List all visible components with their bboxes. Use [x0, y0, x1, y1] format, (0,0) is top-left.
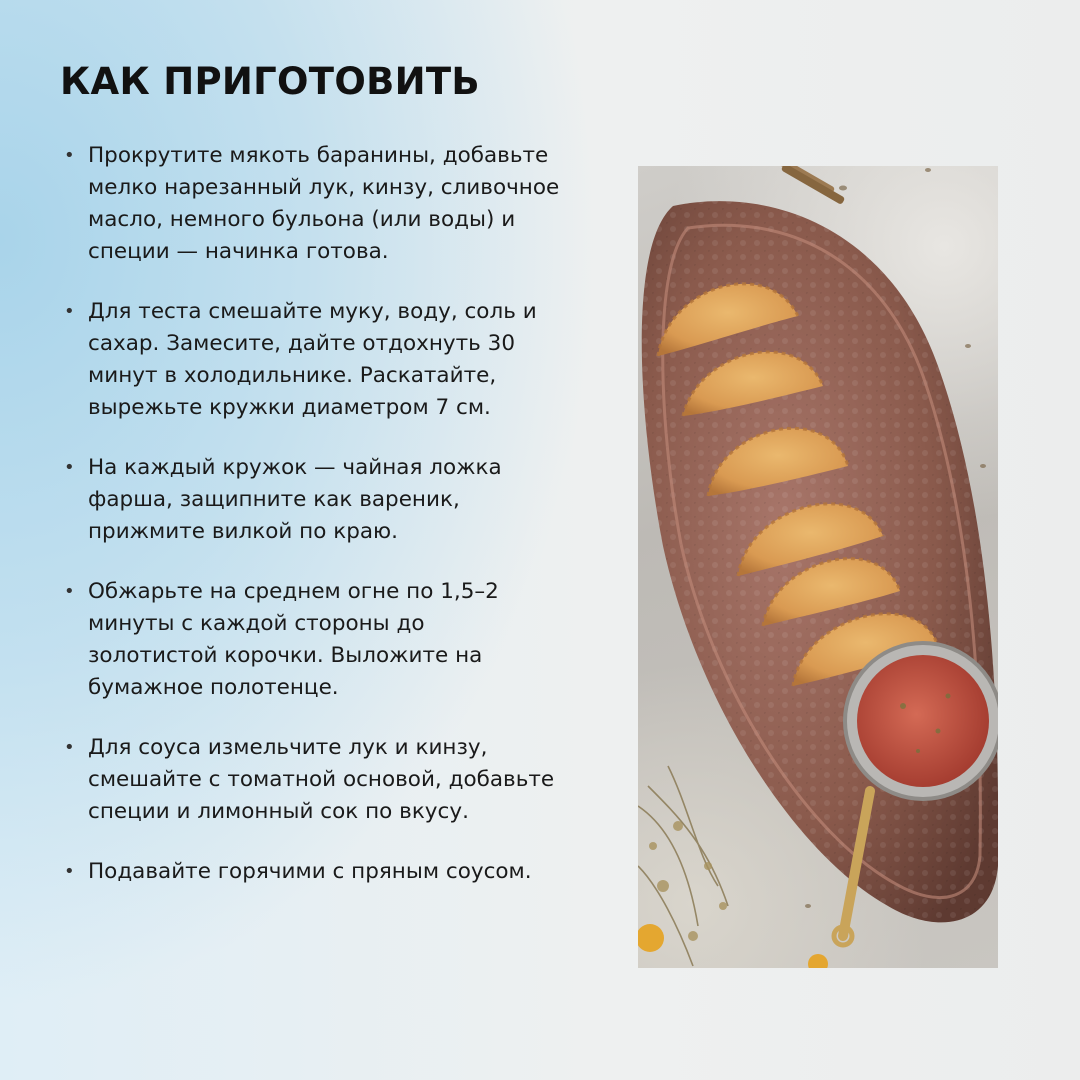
step-item: • На каждый кружок — чайная ложка фарша, защипните как вареник, прижмите вилкой по краю.	[60, 452, 560, 548]
step-item: • Для соуса измельчите лук и кинзу, смешайте с томатной основой, добавьте специи и лимонный сок по вкусу.	[60, 732, 560, 828]
step-item: • Обжарьте на среднем огне по 1,5–2 минуты с каждой стороны до золотистой корочки. Выложите на бумажное полотенце.	[60, 576, 560, 704]
food-photo	[638, 166, 998, 968]
food-photo-illustration	[638, 166, 998, 968]
step-item: • Прокрутите мякоть баранины, добавьте мелко нарезанный лук, кинзу, сливочное масло, немного бульона (или воды) и специи — начинка готова.	[60, 140, 560, 268]
steps-list	[60, 140, 560, 916]
step-item: • Для теста смешайте муку, воду, соль и сахар. Замесите, дайте отдохнуть 30 минут в холодильнике. Раскатайте, вырежьте кружки диаметром 7 см.	[60, 296, 560, 424]
step-item: • Подавайте горячими с пряным соусом.	[60, 856, 560, 888]
chopsticks-icon	[771, 166, 846, 205]
page-title: КАК ПРИГОТОВИТЬ	[60, 60, 480, 103]
